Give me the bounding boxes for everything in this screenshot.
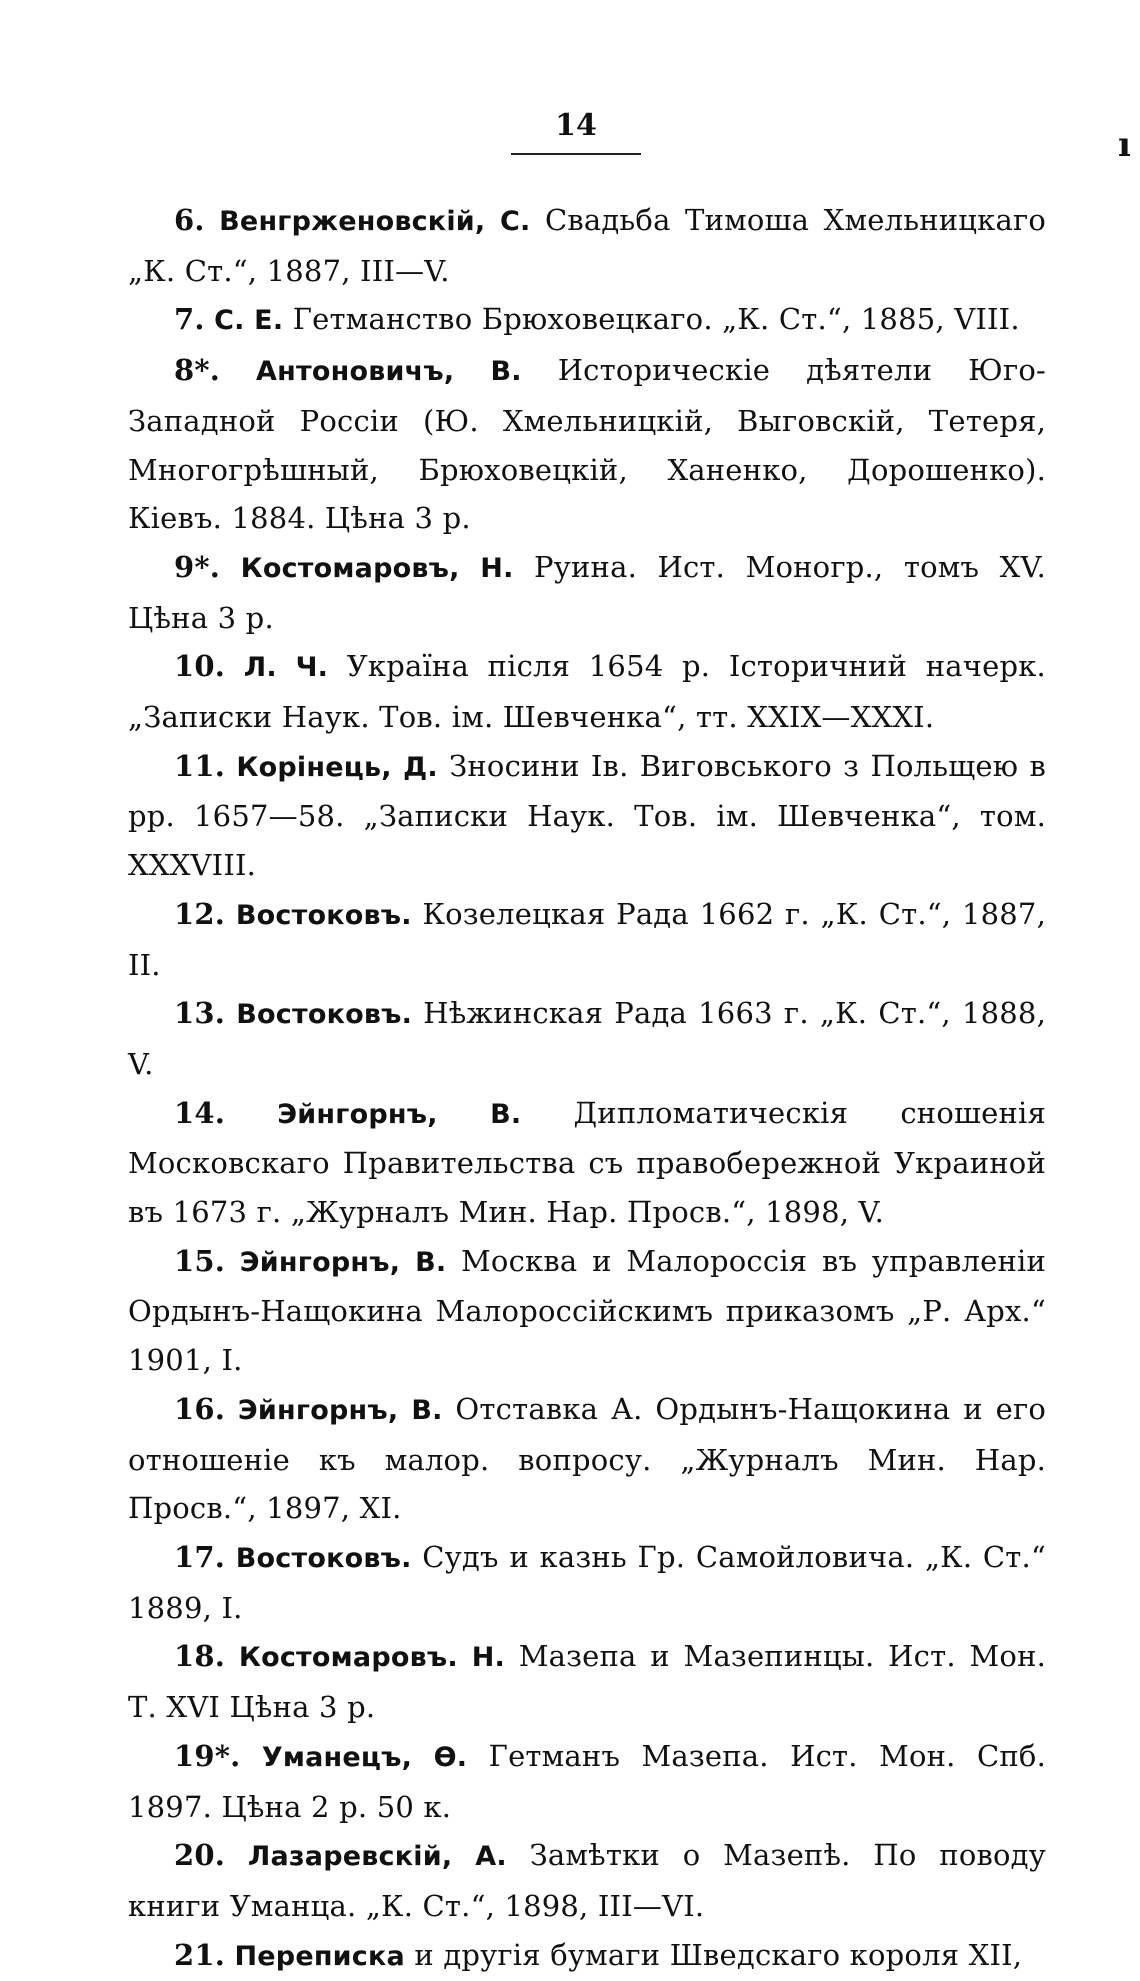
entry-author: Востоковъ. xyxy=(235,899,412,931)
entry-text: Україна після 1654 р. Історичний начерк. „Записки Наук. Тов. ім. Шевченка“, тт. XXIX—XXXI. xyxy=(128,649,1046,735)
entry-number: 14. xyxy=(174,1095,226,1130)
entry-author: Уманецъ, Ѳ. xyxy=(261,1741,468,1773)
entry-number: 21. xyxy=(174,1937,226,1972)
entry-text: Гетманство Брюховецкаго. „К. Ст.“, 1885, VIII. xyxy=(283,302,1020,337)
entry-text: Дипломатическія сношенія Московскаго Правительства съ правобережной Украиной въ 1673 г. „Журналъ Мин. Нар. Просв.“, 1898, V. xyxy=(128,1095,1047,1230)
entry-author: Эйнгорнъ, В. xyxy=(239,1246,447,1278)
entry-number: 13. xyxy=(174,996,226,1031)
entry-text: Нѣжинская Рада 1663 г. „К. Ст.“, 1888, V. xyxy=(128,996,1047,1081)
bibliography-list xyxy=(128,196,1046,1981)
bibliography-entry xyxy=(128,1237,1046,1385)
margin-mark: ı xyxy=(1118,125,1131,165)
entry-text: Свадьба Тимоша Хмельницкаго „К. Ст.“, 1887, III—V. xyxy=(128,203,1046,288)
entry-author: Востоковъ. xyxy=(236,999,413,1031)
entry-author: Лазаревскій, А. xyxy=(247,1841,507,1873)
bibliography-entry xyxy=(128,346,1046,543)
entry-author: Востоковъ. xyxy=(235,1542,412,1574)
entry-author: Эйнгорнъ, В. xyxy=(277,1098,522,1130)
bibliography-entry xyxy=(128,1533,1046,1632)
entry-author: С. Е. xyxy=(214,305,284,337)
entry-number: 9*. xyxy=(174,549,221,584)
page-number-rule xyxy=(511,153,641,155)
entry-number: 16. xyxy=(174,1391,226,1426)
entry-number: 17. xyxy=(174,1539,226,1574)
entry-text: Руина. Ист. Моногр., томъ XV. Цѣна 3 р. xyxy=(128,549,1046,635)
bibliography-entry xyxy=(128,1732,1046,1831)
entry-author: Корінець, Д. xyxy=(236,751,438,783)
bibliography-entry xyxy=(128,890,1046,989)
entry-author: Эйнгорнъ, В. xyxy=(237,1394,443,1426)
bibliography-entry xyxy=(128,989,1046,1088)
entry-text: Зносини Ів. Виговського з Польщею в рр. 1657—58. „Записки Наук. Тов. ім. Шевченка“, том. XXXVIII. xyxy=(128,748,1046,883)
entry-number: 10. xyxy=(174,649,226,684)
entry-text: Москва и Малороссія въ управленіи Ордынъ-Нащокина Малороссійскимъ приказомъ „Р. Арх.“ 1901, I. xyxy=(128,1243,1046,1378)
bibliography-entry xyxy=(128,1632,1046,1731)
bibliography-entry xyxy=(128,1089,1046,1237)
bibliography-entry xyxy=(128,543,1046,642)
bibliography-entry xyxy=(128,742,1046,890)
bibliography-entry xyxy=(128,295,1046,346)
bibliography-entry xyxy=(128,1931,1046,1981)
entry-number: 12. xyxy=(174,896,226,931)
entry-number: 18. xyxy=(174,1639,226,1674)
entry-author: Костомаровъ. Н. xyxy=(238,1642,506,1674)
entry-author: Переписка xyxy=(234,1940,405,1972)
entry-text: Отставка А. Ордынъ-Нащокина и его отношеніе къ малор. вопросу. „Журналъ Мин. Нар. Просв.“, 1897, XI. xyxy=(128,1391,1046,1526)
entry-number: 15. xyxy=(174,1243,226,1278)
bibliography-entry xyxy=(128,1831,1046,1930)
entry-number: 19*. xyxy=(174,1738,241,1773)
entry-author: Л. Ч. xyxy=(243,652,329,684)
entry-author: Костомаровъ, Н. xyxy=(240,552,514,584)
entry-text: Мазепа и Мазепинцы. Ист. Мон. Т. XVI Цѣна 3 р. xyxy=(128,1639,1047,1725)
entry-number: 8*. xyxy=(174,353,221,388)
entry-author: Венгрженовскій, С. xyxy=(219,206,531,237)
page-number: 14 xyxy=(555,108,597,143)
entry-text: Замѣтки о Мазепѣ. По поводу книги Уманца. „К. Ст.“, 1898, III—VI. xyxy=(128,1838,1046,1923)
bibliography-entry xyxy=(128,1385,1046,1533)
entry-text: Гетманъ Мазепа. Ист. Мон. Спб. 1897. Цѣна 2 р. 50 к. xyxy=(128,1738,1046,1824)
entry-text: Историческіе дѣятели Юго-Западной Россіи (Ю. Хмельницкій, Выговскій, Тетеря, Многогрѣшный, Брюховецкій, Ханенко, Дорошенко). Кіевъ. 1884. Цѣна 3 р. xyxy=(128,353,1047,536)
entry-number: 20. xyxy=(174,1838,226,1873)
entry-number: 7. xyxy=(174,302,205,337)
entry-number: 6. xyxy=(174,203,205,237)
entry-text: Судъ и казнь Гр. Самойловича. „К. Ст.“ 1889, I. xyxy=(128,1539,1046,1625)
entry-text: Козелецкая Рада 1662 г. „К. Ст.“, 1887, II. xyxy=(128,896,1047,982)
bibliography-entry xyxy=(128,642,1046,741)
entry-author: Антоновичъ, В. xyxy=(256,356,522,388)
entry-number: 11. xyxy=(174,748,226,783)
entry-text: и другія бумаги Шведскаго короля XII, xyxy=(404,1937,1023,1972)
bibliography-entry xyxy=(128,196,1046,295)
